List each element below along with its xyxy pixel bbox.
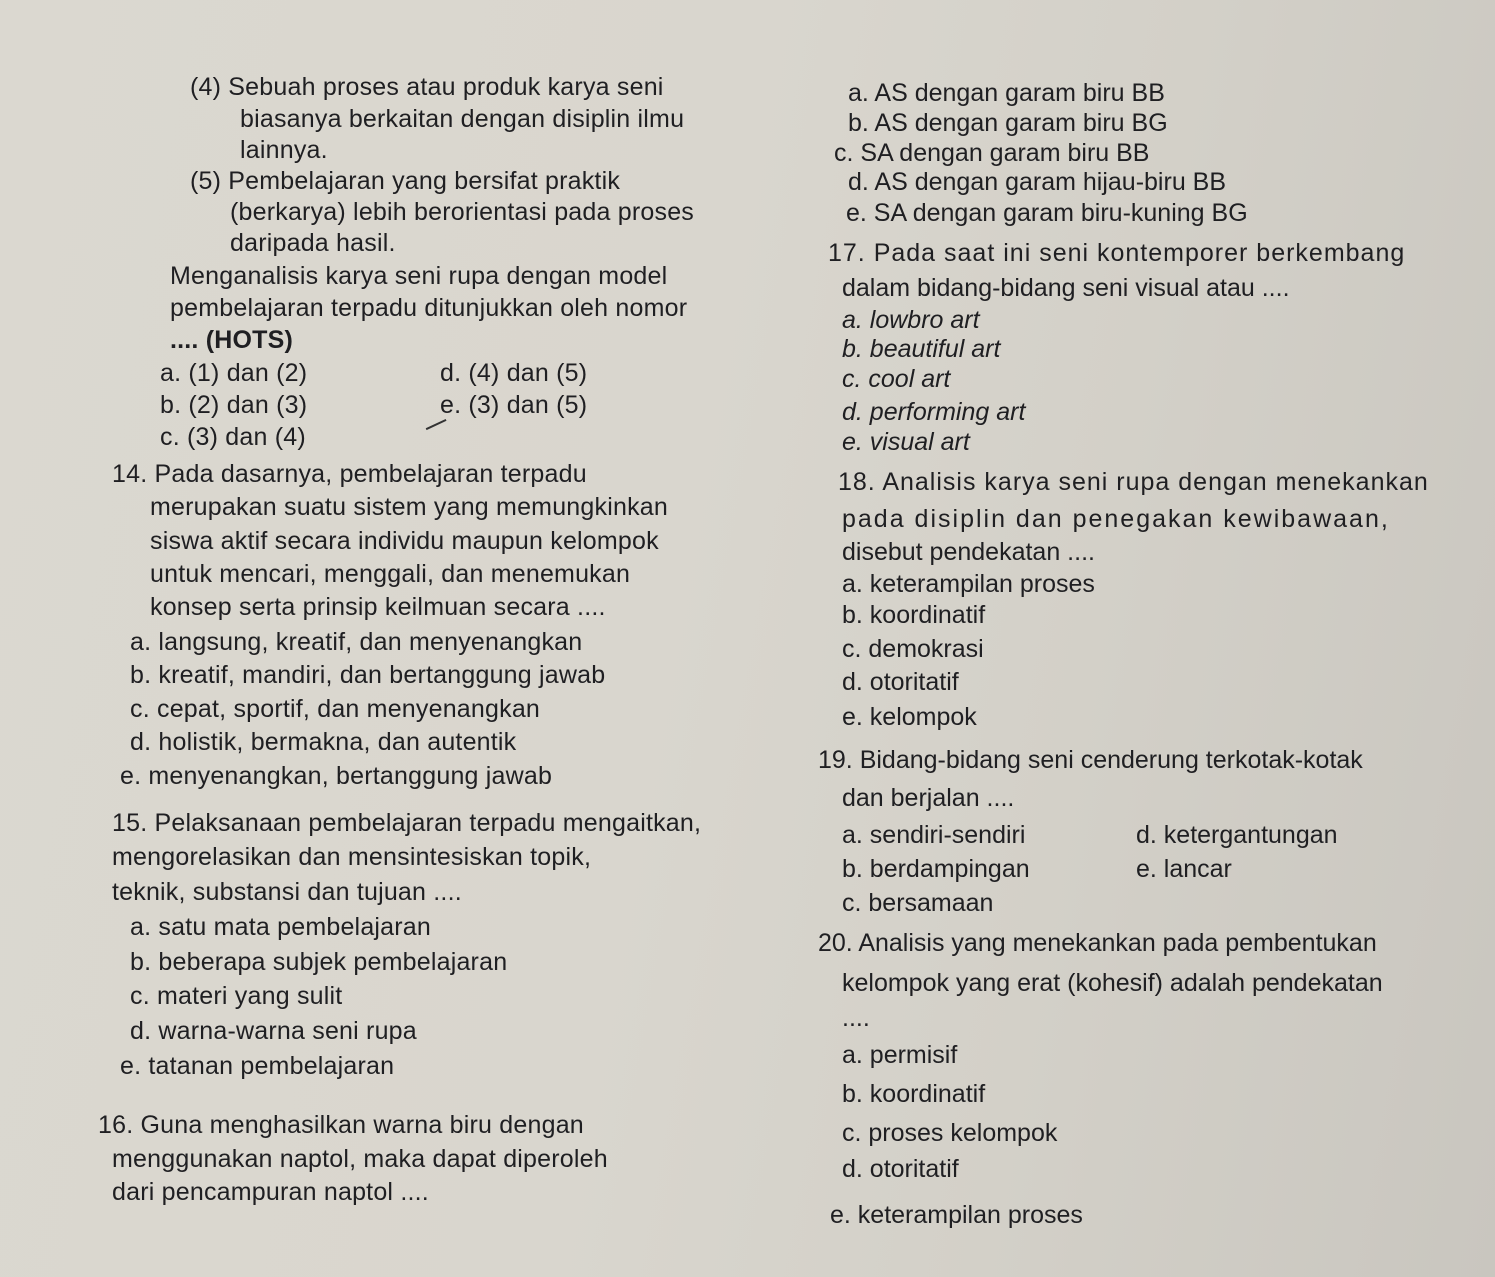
right-text-line: e. keterampilan proses	[830, 1201, 1083, 1229]
left-text-line: e. (3) dan (5)	[440, 391, 588, 419]
left-text-line: merupakan suatu sistem yang memungkinkan	[150, 493, 668, 521]
left-text-line: teknik, substansi dan tujuan ....	[112, 878, 462, 906]
pencil-answer-mark	[421, 410, 446, 430]
left-text-line: mengorelasikan dan mensintesiskan topik,	[112, 843, 592, 871]
right-text-line: 17. Pada saat ini seni kontemporer berkembang	[828, 239, 1406, 267]
right-text-line: a. sendiri-sendiri	[842, 821, 1026, 849]
right-text-line: 19. Bidang-bidang seni cenderung terkotak-kotak	[818, 746, 1363, 774]
right-text-line: d. otoritatif	[842, 668, 959, 696]
right-text-line: pada disiplin dan penegakan kewibawaan,	[842, 505, 1390, 533]
right-text-line: d. ketergantungan	[1136, 821, 1338, 849]
right-text-line: b. koordinatif	[842, 1080, 986, 1108]
left-text-line: 16. Guna menghasilkan warna biru dengan	[98, 1111, 584, 1139]
left-text-line: untuk mencari, menggali, dan menemukan	[150, 560, 631, 588]
right-text-line: c. cool art	[842, 365, 951, 393]
left-text-line: b. (2) dan (3)	[160, 391, 308, 419]
right-text-line: a. AS dengan garam biru BB	[848, 79, 1165, 107]
right-text-line: e. lancar	[1136, 855, 1232, 883]
right-text-line: a. keterampilan proses	[842, 570, 1095, 598]
right-text-line: c. proses kelompok	[842, 1119, 1058, 1147]
left-text-line: b. beberapa subjek pembelajaran	[130, 948, 508, 976]
right-text-line: 20. Analisis yang menekankan pada pembentukan	[818, 929, 1377, 957]
left-text-line: b. kreatif, mandiri, dan bertanggung jawab	[130, 661, 606, 689]
left-text-line: c. (3) dan (4)	[160, 423, 306, 451]
right-text-line: b. koordinatif	[842, 601, 986, 629]
left-text-line: (berkarya) lebih berorientasi pada proses	[230, 198, 694, 226]
left-text-line: a. (1) dan (2)	[160, 359, 308, 387]
left-text-line: a. satu mata pembelajaran	[130, 913, 432, 941]
right-text-line: dalam bidang-bidang seni visual atau ....	[842, 274, 1290, 302]
right-text-line: dan berjalan ....	[842, 784, 1015, 812]
right-text-line: e. kelompok	[842, 703, 977, 731]
right-text-line: d. performing art	[842, 398, 1026, 426]
right-text-line: a. lowbro art	[842, 306, 980, 334]
right-text-line: e. SA dengan garam biru-kuning BG	[846, 199, 1248, 227]
right-text-line: c. SA dengan garam biru BB	[834, 139, 1150, 167]
left-text-line: lainnya.	[240, 136, 328, 164]
left-text-line: e. menyenangkan, bertanggung jawab	[120, 762, 553, 790]
left-text-line: e. tatanan pembelajaran	[120, 1052, 395, 1080]
left-text-line: a. langsung, kreatif, dan menyenangkan	[130, 628, 583, 656]
left-text-line: daripada hasil.	[230, 229, 396, 257]
right-text-line: b. berdampingan	[842, 855, 1030, 883]
left-text-line: biasanya berkaitan dengan disiplin ilmu	[240, 105, 685, 133]
left-text-line: d. holistik, bermakna, dan autentik	[130, 728, 517, 756]
left-text-line: d. warna-warna seni rupa	[130, 1017, 417, 1045]
left-text-line: (5) Pembelajaran yang bersifat praktik	[190, 167, 621, 195]
right-text-line: a. permisif	[842, 1041, 958, 1069]
left-text-line: siswa aktif secara individu maupun kelompok	[150, 527, 659, 555]
left-text-line: pembelajaran terpadu ditunjukkan oleh nomor	[170, 294, 688, 322]
left-text-line: .... (HOTS)	[170, 326, 294, 354]
right-text-line: b. beautiful art	[842, 335, 1001, 363]
left-text-line: c. materi yang sulit	[130, 982, 343, 1010]
right-text-line: ....	[842, 1004, 870, 1032]
right-text-line: e. visual art	[842, 428, 970, 456]
left-text-line: d. (4) dan (5)	[440, 359, 588, 387]
right-text-line: d. AS dengan garam hijau-biru BB	[848, 168, 1227, 196]
right-text-line: disebut pendekatan ....	[842, 538, 1095, 566]
right-text-line: c. bersamaan	[842, 889, 994, 917]
right-text-line: d. otoritatif	[842, 1155, 959, 1183]
left-text-line: c. cepat, sportif, dan menyenangkan	[130, 695, 541, 723]
right-text-line: 18. Analisis karya seni rupa dengan menekankan	[838, 468, 1429, 496]
left-text-line: Menganalisis karya seni rupa dengan model	[170, 262, 668, 290]
left-text-line: konsep serta prinsip keilmuan secara ....	[150, 593, 606, 621]
right-text-line: kelompok yang erat (kohesif) adalah pendekatan	[842, 969, 1383, 997]
left-text-line: 14. Pada dasarnya, pembelajaran terpadu	[112, 460, 587, 488]
left-text-line: 15. Pelaksanaan pembelajaran terpadu mengaitkan,	[112, 809, 702, 837]
right-text-line: c. demokrasi	[842, 635, 984, 663]
right-text-line: b. AS dengan garam biru BG	[848, 109, 1168, 137]
left-text-line: menggunakan naptol, maka dapat diperoleh	[112, 1145, 608, 1173]
left-text-line: dari pencampuran naptol ....	[112, 1178, 429, 1206]
left-text-line: (4) Sebuah proses atau produk karya seni	[190, 73, 664, 101]
